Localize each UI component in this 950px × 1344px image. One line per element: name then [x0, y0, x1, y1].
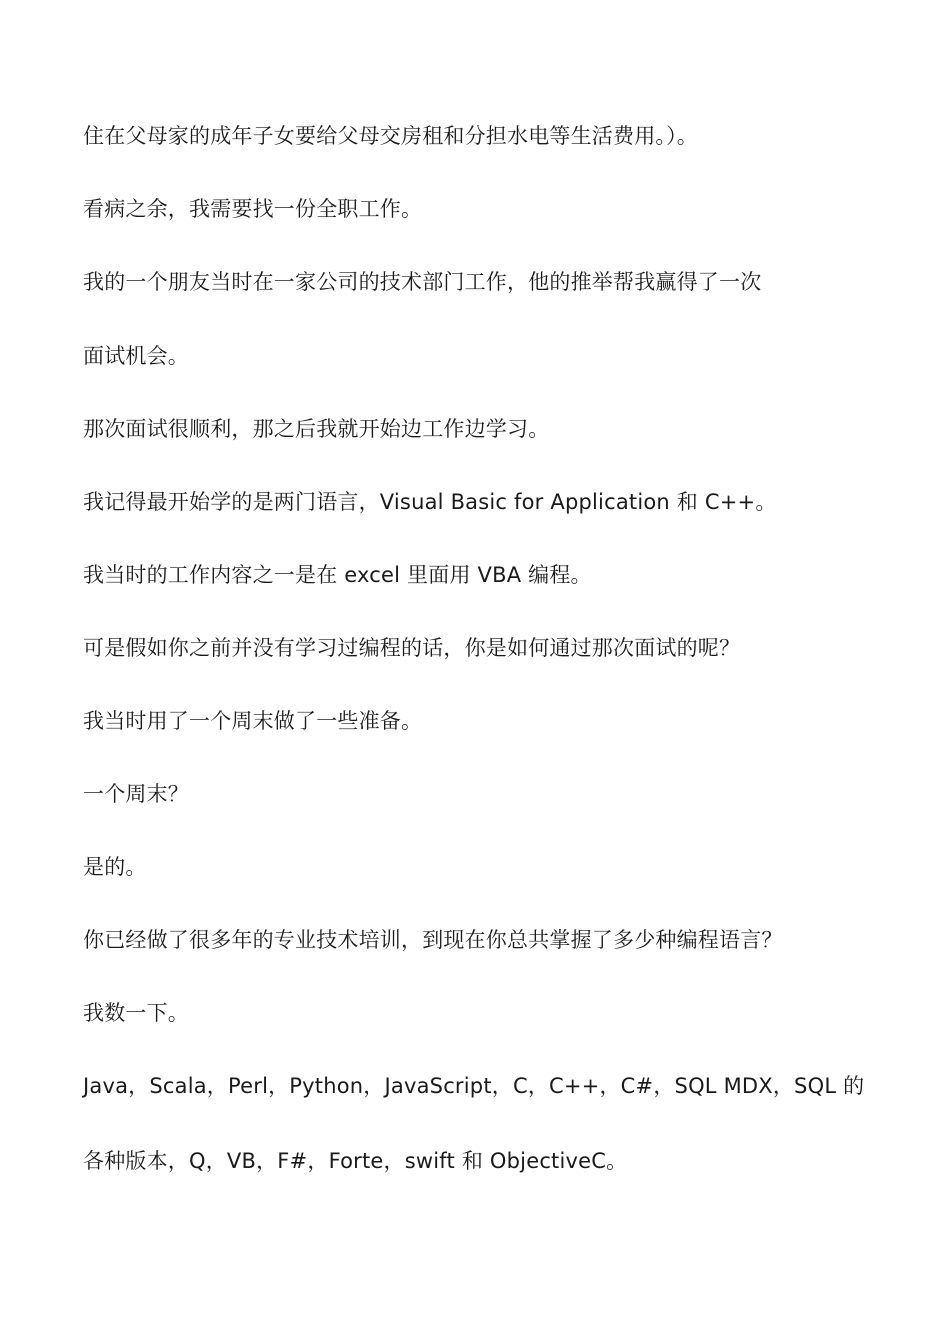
paragraph-line: 你已经做了很多年的专业技术培训，到现在你总共掌握了多少种编程语言？ [83, 928, 783, 952]
paragraph-line: 是的。 [83, 855, 147, 879]
paragraph-line: 那次面试很顺利，那之后我就开始边工作边学习。 [83, 417, 550, 441]
paragraph-line: 我的一个朋友当时在一家公司的技术部门工作，他的推举帮我赢得了一次 [83, 270, 762, 294]
paragraph-line: 我记得最开始学的是两门语言，Visual Basic for Application 和 C++。 [83, 490, 777, 514]
paragraph-line: 看病之余，我需要找一份全职工作。 [83, 197, 423, 221]
paragraph-line: 我数一下。 [83, 1001, 189, 1025]
paragraph-line: 各种版本，Q，VB，F#，Forte，swift 和 ObjectiveC。 [83, 1149, 628, 1173]
paragraph-line: 住在父母家的成年子女要给父母交房租和分担水电等生活费用。）。 [83, 124, 698, 148]
paragraph-line: 面试机会。 [83, 344, 189, 368]
paragraph-line: 我当时的工作内容之一是在 excel 里面用 VBA 编程。 [83, 563, 592, 587]
paragraph-line: Java，Scala，Perl，Python，JavaScript，C，C++，C#，SQL MDX，SQL 的 [83, 1074, 865, 1098]
paragraph-line: 可是假如你之前并没有学习过编程的话，你是如何通过那次面试的呢？ [83, 636, 741, 660]
paragraph-line: 一个周末？ [83, 782, 189, 806]
paragraph-line: 我当时用了一个周末做了一些准备。 [83, 709, 423, 733]
